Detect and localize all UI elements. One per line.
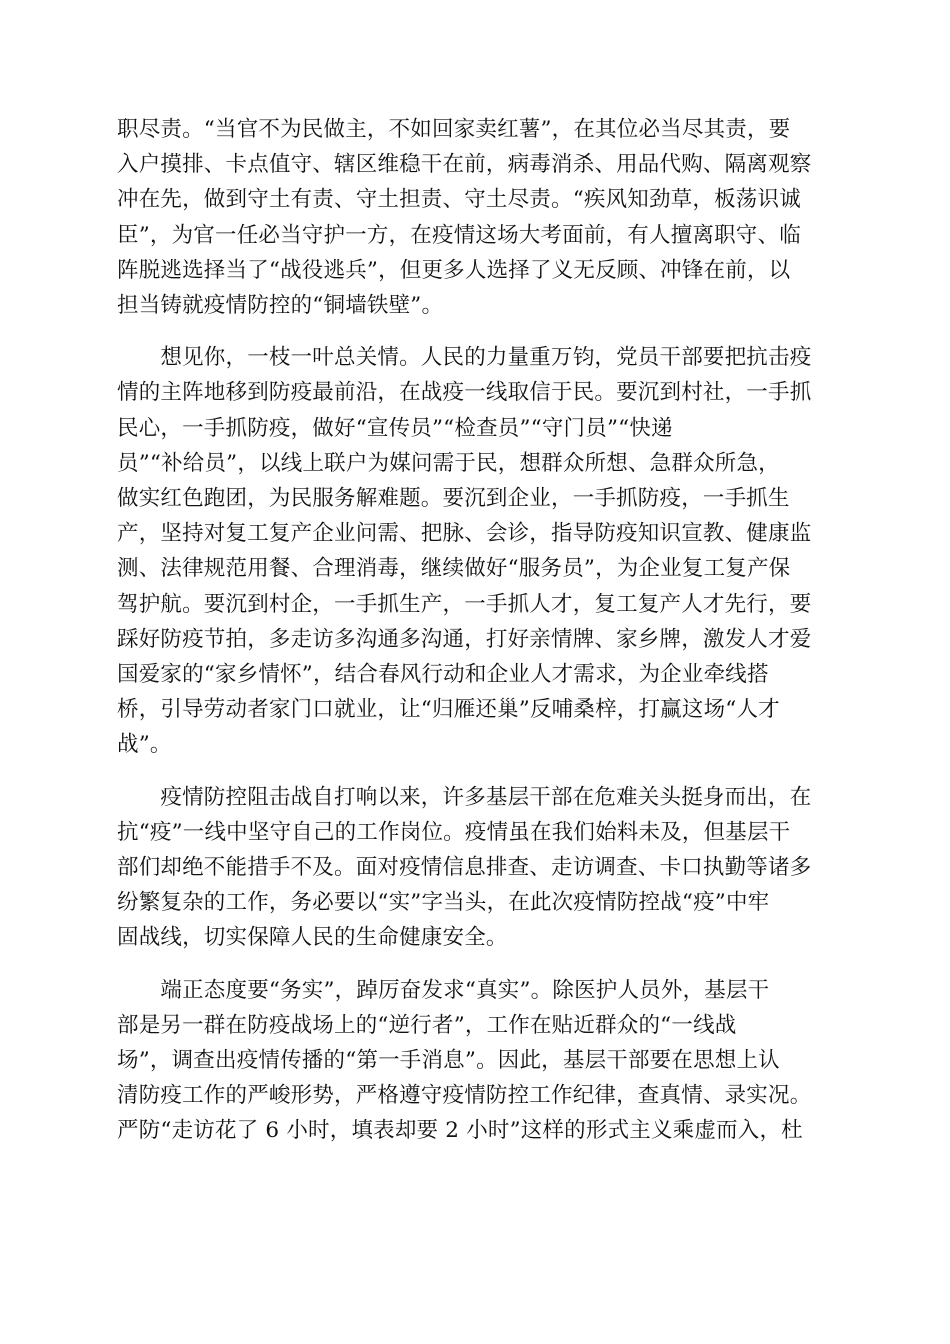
paragraph-1: 职尽责。“当官不为民做主，不如回家卖红薯”，在其位必当尽其责，要 入户摸排、卡点值守、辖区维稳干在前，病毒消杀、用品代购、隔离观察 冲在先，做到守土有责、守土担责、守土尽责。“疾风知劲草，板荡识诚 臣”，为官一任必当守护一方，在疫情这场大考面前，有人擅离职守、临 阵脱逃选择当了“战役逃兵”，但更多人选择了义无反顾、冲锋在前，以 担当铸就疫情防控的“铜墙铁壁”。 (117, 117, 812, 319)
paragraph-3: 疫情防控阻击战自打响以来，许多基层干部在危难关头挺身而出，在 抗“疫”一线中坚守自己的工作岗位。疫情虽在我们始料未及，但基层干 部们却绝不能措手不及。面对疫情信息排查、走访调查、卡口执勤等诸多 纷繁复杂的工作，务必要以“实”字当头，在此次疫情防控战“疫”中牢 固战线，切实保障人民的生命健康安全。 (117, 784, 812, 951)
paragraph-2: 想见你，一枝一叶总关情。人民的力量重万钧，党员干部要把抗击疫 情的主阵地移到防疫最前沿，在战疫一线取信于民。要沉到村社，一手抓 民心，一手抓防疫，做好“宣传员”“检查员”“守门员”“快递 员”“补给员”，以线上联户为媒问需于民，想群众所想、急群众所急， 做实红色跑团，为民服务解难题。要沉到企业，一手抓防疫，一手抓生 产，坚持对复工复产企业问需、把脉、会诊，指导防疫知识宣教、健康监 测、法律规范用餐、合理消毒，继续做好“服务员”，为企业复工复产保 驾护航。要沉到村企，一手抓生产，一手抓人才，复工复产人才先行，要 踩好防疫节拍，多走访多沟通多沟通，打好亲情牌、家乡牌，激发人才爱 国爱家的“家乡情怀”，结合春风行动和企业人才需求，为企业牵线搭 桥，引导劳动者家门口就业，让“归雁还巢”反哺桑梓，打赢这场“人才 战”。 (117, 345, 812, 758)
document-page (117, 112, 833, 1149)
paragraph-4: 端正态度要“务实”，踔厉奋发求“真实”。除医护人员外，基层干 部是另一群在防疫战场上的“逆行者”，工作在贴近群众的“一线战 场”，调查出疫情传播的“第一手消息”。因此，基层干部要在思想上认 清防疫工作的严峻形势，严格遵守疫情防控工作纪律，查真情、录实况。 严防“走访花了 6 小时，填表却要 2 小时”这样的形式主义乘虚而入，杜 (117, 977, 812, 1144)
